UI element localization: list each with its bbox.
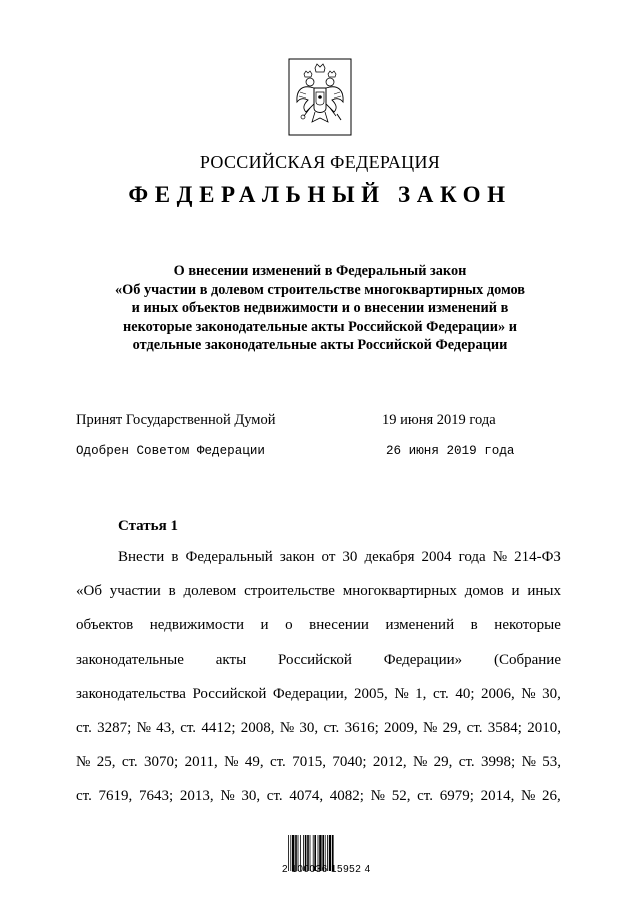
article-word: 3287;	[97, 719, 132, 736]
article-word: 7643;	[139, 788, 174, 805]
article-word: «Об	[76, 583, 102, 600]
title-line: некоторые законодательные акты Российской Федерации» и	[123, 318, 517, 335]
article-word: 2011,	[184, 754, 218, 771]
article-word: ст.	[76, 788, 92, 805]
duma-adoption-label: Принят Государственной Думой	[76, 412, 276, 428]
article-word: акты	[215, 651, 247, 668]
title-line: и иных объектов недвижимости и о внесении изменений в	[131, 300, 509, 317]
article-line	[76, 608, 561, 642]
article-word: Российской	[192, 685, 267, 702]
article-line	[76, 779, 561, 813]
article-word: ст.	[417, 788, 433, 805]
article-word: 2012,	[372, 754, 407, 771]
article-word: №	[224, 754, 239, 771]
article-word: 4074,	[289, 788, 324, 805]
article-word: 4412;	[201, 719, 236, 736]
article-word: 49,	[244, 754, 264, 771]
article-word: в	[470, 617, 478, 634]
article-word: 30	[342, 549, 358, 565]
article-word: 25,	[96, 754, 116, 771]
article-word: №	[423, 719, 438, 736]
article-word: домов	[464, 583, 504, 600]
article-word: Российской	[278, 651, 352, 668]
article-word: закон	[279, 549, 315, 565]
article-line	[76, 643, 561, 677]
article-word: 2010,	[527, 719, 561, 736]
article-word: ст.	[466, 719, 483, 736]
country-name: РОССИЙСКАЯ ФЕДЕРАЦИЯ	[199, 152, 441, 172]
article-word: 30,	[241, 788, 261, 805]
article-line	[76, 745, 561, 779]
article-word: 3070;	[144, 754, 179, 771]
article-word: Внести	[118, 549, 165, 565]
article-word: в	[171, 549, 179, 565]
article-line	[76, 677, 561, 711]
article-word: ст.	[266, 788, 283, 805]
article-word: 30,	[542, 685, 561, 702]
article-word: 3616;	[344, 719, 379, 736]
article-word: 52,	[391, 788, 411, 805]
article-word: 29,	[442, 719, 462, 736]
article-word: 7619,	[98, 788, 133, 805]
article-word: участии	[109, 583, 161, 600]
article-word: №	[370, 788, 385, 805]
article-line	[76, 711, 561, 745]
article-word: №	[394, 685, 409, 702]
article-word: №	[279, 719, 295, 736]
article-word: Федеральный	[185, 549, 273, 565]
article-word: ст.	[121, 754, 138, 771]
article-word: изменений	[385, 617, 455, 634]
duma-adoption-date: 19 июня 2019 года	[382, 412, 496, 428]
article-word: Федерации»	[383, 651, 463, 668]
article-word: 2006,	[481, 685, 515, 702]
article-word: о	[285, 617, 293, 634]
article-word: №	[136, 719, 151, 736]
article-word: 29,	[433, 754, 453, 771]
article-word: многоквартирных	[342, 583, 457, 600]
article-word: 43,	[156, 719, 175, 736]
article-word: от	[321, 549, 336, 565]
article-word: 26,	[542, 788, 561, 805]
article-word: законодательные	[76, 651, 184, 668]
article-word: долевом	[183, 583, 237, 600]
article-word: №	[521, 685, 536, 702]
article-word: №	[412, 754, 428, 771]
article-heading: Статья 1	[118, 518, 178, 534]
law-title	[70, 262, 570, 355]
article-word: 4082;	[329, 788, 364, 805]
article-word: внесении	[309, 617, 369, 634]
article-word: 2009,	[384, 719, 418, 736]
article-word: 6979;	[439, 788, 474, 805]
article-line	[76, 540, 561, 574]
title-line: «Об участии в долевом строительстве многоквартирных домов	[114, 281, 526, 298]
article-word: 3584;	[487, 719, 522, 736]
article-word: декабря	[364, 549, 415, 565]
article-word: №	[521, 788, 536, 805]
article-word: 2005,	[354, 685, 388, 702]
article-word: объектов	[76, 617, 134, 634]
article-word: №	[220, 788, 235, 805]
article-word: 53,	[542, 754, 561, 771]
article-word: 7040;	[332, 754, 367, 771]
article-word: иных	[527, 583, 561, 600]
article-word: недвижимости	[149, 617, 244, 634]
article-word: 1,	[415, 685, 427, 702]
title-line: отдельные законодательные акты Российской Федерации	[132, 337, 508, 354]
article-word: некоторые	[494, 617, 561, 634]
article-word: ст.	[323, 719, 340, 736]
article-word: (Собрание	[493, 651, 561, 668]
title-line: О внесении изменений в Федеральный закон	[173, 263, 467, 279]
article-line	[76, 574, 561, 608]
barcode-number: 2 100036 15952 4	[282, 864, 371, 875]
article-word: 2013,	[179, 788, 214, 805]
article-word: в	[168, 583, 176, 600]
article-word: ст.	[432, 685, 449, 702]
article-word: ст.	[458, 754, 475, 771]
article-word: ст.	[180, 719, 197, 736]
article-word: и	[511, 583, 520, 600]
article-word: законодательства	[76, 685, 186, 702]
article-word: №	[492, 549, 508, 565]
article-word: 3998;	[481, 754, 516, 771]
article-word: 2004	[421, 549, 452, 565]
council-approval-date: 26 июня 2019 года	[386, 444, 515, 458]
article-word: ст.	[76, 719, 92, 736]
article-word: 7015,	[292, 754, 326, 771]
article-word: 214-ФЗ	[514, 549, 561, 565]
article-word: Федерации,	[272, 685, 348, 702]
article-word: строительстве	[244, 583, 335, 600]
coat-of-arms-icon	[288, 58, 352, 136]
article-word: 2008,	[240, 719, 275, 736]
article-word: 30,	[299, 719, 319, 736]
article-word: ст.	[269, 754, 286, 771]
article-word: №	[76, 754, 91, 771]
document-type: ФЕДЕРАЛЬНЫЙ ЗАКОН	[128, 182, 512, 207]
article-word: №	[521, 754, 536, 771]
article-word: года	[458, 549, 486, 565]
article-word: 2014,	[480, 788, 515, 805]
article-word: 40;	[455, 685, 475, 702]
article-text	[76, 540, 561, 814]
article-word: и	[260, 617, 269, 634]
council-approval-label: Одобрен Советом Федерации	[76, 444, 265, 458]
